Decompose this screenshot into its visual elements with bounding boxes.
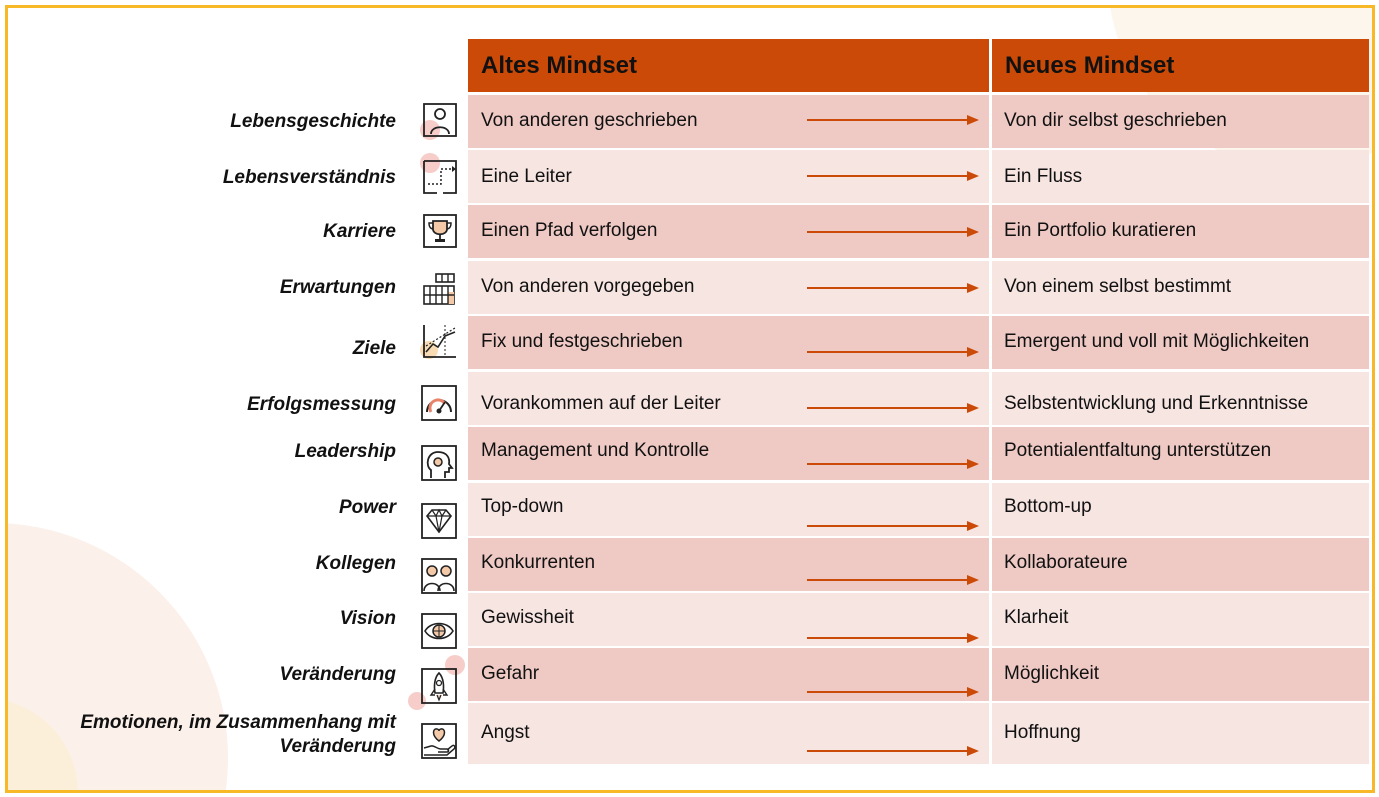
new-mindset-text: Ein Portfolio kuratieren (1004, 220, 1197, 241)
arrow-right-icon (807, 115, 979, 125)
growth-chart-icon (419, 322, 459, 362)
head-mind-icon (419, 444, 459, 484)
arrow-right-icon (807, 347, 979, 357)
row-label-line: Emotionen, im Zusammenhang mit (80, 712, 396, 733)
flow-arrow-icon (419, 158, 459, 198)
blocks-icon (419, 270, 459, 310)
row-label: Ziele (352, 338, 396, 359)
arrow-right-icon (807, 575, 979, 585)
arrow-right-icon (807, 633, 979, 643)
new-mindset-text: Von einem selbst bestimmt (1004, 276, 1232, 297)
old-mindset-text: Angst (481, 722, 530, 743)
row-label (80, 711, 396, 759)
person-frame-icon (419, 101, 459, 141)
new-mindset-text: Emergent und voll mit Möglichkeiten (1004, 331, 1310, 352)
new-mindset-text: Klarheit (1004, 607, 1069, 628)
diamond-icon (419, 502, 459, 542)
old-mindset-text: Gewissheit (481, 607, 574, 628)
new-mindset-text: Möglichkeit (1004, 663, 1100, 684)
new-mindset-text: Kollaborateure (1004, 552, 1128, 573)
new-mindset-text: Selbstentwicklung und Erkenntnisse (1004, 393, 1309, 414)
arrow-right-icon (807, 521, 979, 531)
old-mindset-header: Altes Mindset (468, 39, 989, 92)
gauge-icon (419, 384, 459, 424)
two-people-icon (419, 557, 459, 597)
slide-frame (5, 5, 1375, 793)
new-mindset-text: Ein Fluss (1004, 166, 1083, 187)
old-mindset-text: Von anderen vorgegeben (481, 276, 695, 297)
arrow-right-icon (807, 171, 979, 181)
row-label: Lebensverständnis (222, 167, 396, 188)
arrow-right-icon (807, 746, 979, 756)
old-mindset-text: Gefahr (481, 663, 540, 684)
old-mindset-text: Management und Kontrolle (481, 440, 710, 461)
old-mindset-text: Einen Pfad verfolgen (481, 220, 658, 241)
row-label: Leadership (294, 441, 396, 462)
new-mindset-text: Potentialentfaltung unterstützen (1004, 440, 1272, 461)
old-mindset-text: Top-down (481, 496, 564, 517)
old-mindset-text: Vorankommen auf der Leiter (481, 393, 721, 414)
row-label: Kollegen (315, 553, 396, 574)
trophy-icon (419, 212, 459, 252)
new-mindset-header: Neues Mindset (992, 39, 1369, 92)
rocket-icon (419, 667, 459, 707)
new-mindset-text: Von dir selbst geschrieben (1004, 110, 1227, 131)
old-mindset-text: Von anderen geschrieben (481, 110, 698, 131)
arrow-right-icon (807, 459, 979, 469)
row-label-line: Veränderung (279, 736, 396, 757)
row-label: Vision (339, 608, 396, 629)
old-mindset-text: Eine Leiter (481, 166, 572, 187)
old-mindset-text: Konkurrenten (481, 552, 596, 573)
row-label: Karriere (323, 221, 396, 242)
row-label: Erwartungen (279, 277, 396, 298)
row-label: Erfolgsmessung (247, 394, 396, 415)
row-label: Power (338, 497, 396, 518)
new-mindset-text: Hoffnung (1004, 722, 1081, 743)
arrow-right-icon (807, 283, 979, 293)
heart-hand-icon (419, 722, 459, 762)
arrow-right-icon (807, 687, 979, 697)
new-mindset-text: Bottom-up (1004, 496, 1092, 517)
old-mindset-text: Fix und festgeschrieben (481, 331, 683, 352)
row-label: Lebensgeschichte (230, 111, 396, 132)
arrow-right-icon (807, 403, 979, 413)
row-label: Veränderung (279, 664, 396, 685)
eye-icon (419, 612, 459, 652)
arrow-right-icon (807, 227, 979, 237)
